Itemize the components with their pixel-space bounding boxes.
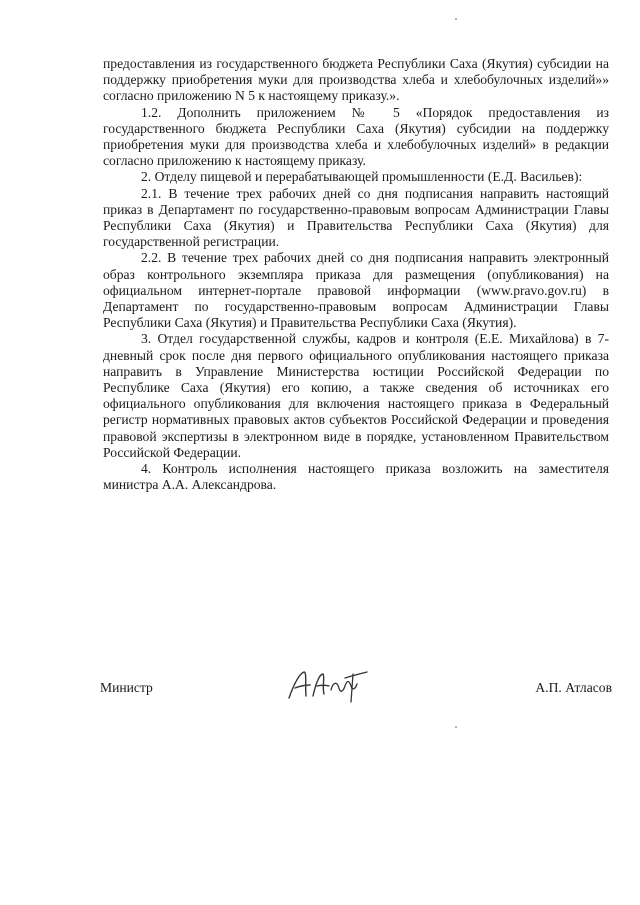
signature-block: [100, 672, 612, 712]
paragraph-2-2: 2.2. В течение трех рабочих дней со дня подписания направить электронный образ контрольного экземпляра приказа для размещения (опубликования) на официальном интернет-портале правовой информации (www.pravo.gov.ru) в Департамент по государственно-правовым вопросам Администрации Главы Республики Саха (Якутия) и Правительства Республики Саха (Якутия).: [103, 250, 609, 331]
paragraph-continuation: предоставления из государственного бюджета Республики Саха (Якутия) субсидии на поддержку приобретения муки для производства хлеба и хлебобулочных изделий»» согласно приложению N 5 к настоящему приказу.».: [103, 56, 609, 104]
scan-speck: [455, 18, 457, 20]
paragraph-1-2: 1.2. Дополнить приложением № 5 «Порядок предоставления из государственного бюджета Республики Саха (Якутия) субсидии на поддержку приобретения муки для производства хлеба и хлебобулочных изделий» в редакции согласно приложению к настоящему приказу.: [103, 104, 609, 169]
paragraph-3: 3. Отдел государственной службы, кадров и контроля (Е.Е. Михайлова) в 7-дневный срок после дня первого официального опубликования настоящего приказа направить в Управление Министерства юстиции Российской Федерации по Республике Саха (Якутия) его копию, а также сведения об источниках его официального опубликования для включения настоящего приказа в Федеральный регистр нормативных правовых актов субъектов Российской Федерации и проведения правовой экспертизы в электронном виде в порядке, установленном Правительством Российской Федерации.: [103, 331, 609, 460]
paragraph-2-1: 2.1. В течение трех рабочих дней со дня подписания направить настоящий приказ в Департамент по государственно-правовым вопросам Администрации Главы Республики Саха (Якутия) и Правительства Республики Саха (Якутия) для государственной регистрации.: [103, 185, 609, 250]
paragraph-2: 2. Отделу пищевой и перерабатывающей промышленности (Е.Д. Васильев):: [141, 169, 583, 185]
signatory-title: Министр: [100, 680, 153, 695]
handwritten-signature: [285, 666, 371, 706]
scan-speck: [455, 726, 457, 728]
paragraph-4: 4. Контроль исполнения настоящего приказа возложить на заместителя министра А.А. Александрова.: [103, 461, 609, 493]
document-body: [103, 56, 609, 493]
signatory-name: А.П. Атласов: [535, 680, 612, 695]
